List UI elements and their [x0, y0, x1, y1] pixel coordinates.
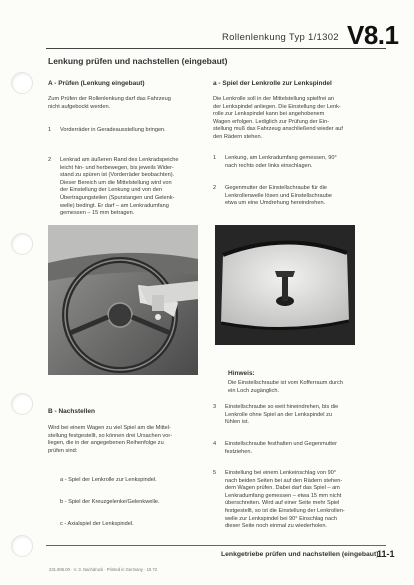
text-line: Einstellung bei einem Lenkeinschlag von 90° [225, 470, 337, 476]
text-line: Lenkrollenwelle lösen und Einstellschraube [225, 192, 332, 199]
page-title: Lenkung prüfen und nachstellen (eingebaut) [48, 56, 228, 66]
section-b-right-heading: a - Spiel der Lenkrolle zur Lenkspindel [213, 80, 332, 87]
section-a-heading: A - Prüfen (Lenkung eingebaut) [48, 80, 145, 87]
text-line: nach rechts oder links einschlagen. [225, 162, 313, 169]
item-number: 1 [48, 127, 52, 133]
text-line: Lenkrolle ohne Spiel an der Lenkspindel zu [225, 411, 332, 418]
item-number: 2 [213, 185, 217, 191]
text-line: Lenkrad am äußeren Rand des Lenkradspeiche [60, 157, 179, 163]
punch-hole [11, 535, 33, 557]
text-line: welle) bedingt. Er darf – am Lenkradumfang [60, 202, 169, 209]
item-number: 5 [213, 470, 217, 476]
text-line: prüfen sind: [48, 447, 78, 454]
text-line: dem Wagen prüfen. Dabei darf das Spiel – am [225, 485, 340, 492]
section-a-intro [48, 96, 171, 111]
punch-hole [11, 393, 33, 415]
header-title: Rollenlenkung Typ 1/1302 [222, 32, 339, 43]
item-number: 1 [213, 155, 217, 161]
text-line: stand zu spüren ist (Vorderräder beobachten). [60, 172, 175, 179]
text-line: Wagen erfolgen. Lediglich zur Prüfung der Ein- [213, 118, 330, 125]
section-b-heading: B - Nachstellen [48, 408, 95, 415]
trunk-illustration [215, 225, 355, 345]
text-line: Vorderräder in Geradeausstellung bringen. [60, 127, 166, 133]
text-line: nach beiden Seiten bei auf den Rädern stehen- [225, 477, 343, 484]
section-b-right-intro [213, 96, 343, 142]
hint-title: Hinweis: [228, 370, 255, 377]
text-line: rolle zur Lenkspindel kann bei angehobenem [213, 111, 325, 118]
text-line: fühlen ist. [225, 419, 249, 426]
punch-hole [11, 233, 33, 255]
text-line: der Lenkspindel anliegen. Die Einstellung der Lenk- [213, 103, 341, 110]
item-number: 4 [213, 441, 217, 447]
section-b-right-item-2 [225, 185, 332, 208]
text-line: Lenkung, am Lenkradumfang gemessen, 90° [225, 155, 337, 161]
text-line: leicht hin- und herbewegen, bis jeweils Wider- [60, 164, 174, 171]
text-line: festziehen. [225, 448, 253, 455]
footer-rule [46, 545, 386, 546]
text-line: Übertragungsteilen (Spurstangen und Gelenk- [60, 194, 175, 201]
print-note: 231.806.00 · V. 3. Nachdruck · Printed in Germany · 10.72 [49, 567, 158, 572]
section-b-intro [48, 425, 172, 455]
header-rule [46, 48, 386, 49]
text-line: liegen, die in der angegebenen Reihenfolge zu [48, 440, 164, 447]
text-line: Zum Prüfen der Rollenlenkung darf das Fahrzeug [48, 96, 171, 102]
right-item-3 [225, 404, 338, 427]
text-line: etwa um eine Umdrehung hereindrehen. [225, 200, 326, 207]
text-line: welle zur Lenkspindel bei 90° Einschlag nach [225, 515, 338, 522]
text-line: dieser Seite noch einmal zu wiederholen. [225, 523, 327, 530]
text-line: überschreiten. Wird auf einer Seite mehr Spiel [225, 500, 340, 507]
footer-title: Lenkgetriebe prüfen und nachstellen (eingebaut) [221, 551, 379, 558]
text-line: nicht aufgebockt werden. [48, 103, 111, 110]
text-line: Die Lenkrolle soll in der Mittelstellung spielfrei an [213, 96, 334, 102]
text-line: Einstellschraube festhalten und Gegenmutter [225, 441, 337, 447]
section-a-item-2 [60, 157, 178, 218]
text-line: gemessen – 15 mm betragen. [60, 210, 135, 217]
text-line: den Rädern stehen. [213, 133, 263, 140]
section-b-list-item: a - Spiel der Lenkrolle zur Lenkspindel. [60, 477, 157, 483]
punch-hole [11, 72, 33, 94]
text-line: festgestellt, so ist die Einstellung der Lenkrollen- [225, 507, 345, 514]
text-line: stellung festgestellt, so können drei Ursachen vor- [48, 432, 173, 439]
section-code: V8.1 [347, 20, 399, 50]
text-line: Wird bei einem Wagen zu viel Spiel am die Mittel- [48, 425, 171, 431]
text-line: Lenkradumfang gemessen – etwa 15 mm nicht [225, 492, 342, 499]
right-item-4 [225, 441, 337, 456]
text-line: Dieser Bereich um die Mittelstellung wird von [60, 179, 172, 186]
text-line: Die Einstellschraube ist vom Kofferraum durch [228, 380, 343, 386]
section-a-item-1 [60, 127, 166, 135]
section-b-list-item: c - Axialspiel der Lenkspindel. [60, 521, 134, 527]
text-line: stellung muß das Fahrzeug anschließend wieder auf [213, 126, 343, 133]
item-number: 2 [48, 157, 52, 163]
hint-text [228, 380, 343, 395]
right-item-5 [225, 470, 345, 531]
section-b-right-item-1 [225, 155, 337, 170]
trunk-adjuster-photo [215, 225, 355, 345]
item-number: 3 [213, 404, 217, 410]
section-b-list-item: b - Spiel der Kreuzgelenke/Gelenkwelle. [60, 499, 160, 505]
page-number: 11-1 [377, 549, 395, 559]
steering-wheel-illustration [48, 225, 198, 375]
text-line: Einstellschraube so weit hineindrehen, bis die [225, 404, 339, 410]
text-line: der Einstellung der Lenkung und von den [60, 187, 163, 194]
steering-wheel-photo [48, 225, 198, 375]
text-line: Gegenmutter der Einstellschraube für die [225, 185, 327, 191]
text-line: ein Loch zugänglich. [228, 387, 280, 394]
